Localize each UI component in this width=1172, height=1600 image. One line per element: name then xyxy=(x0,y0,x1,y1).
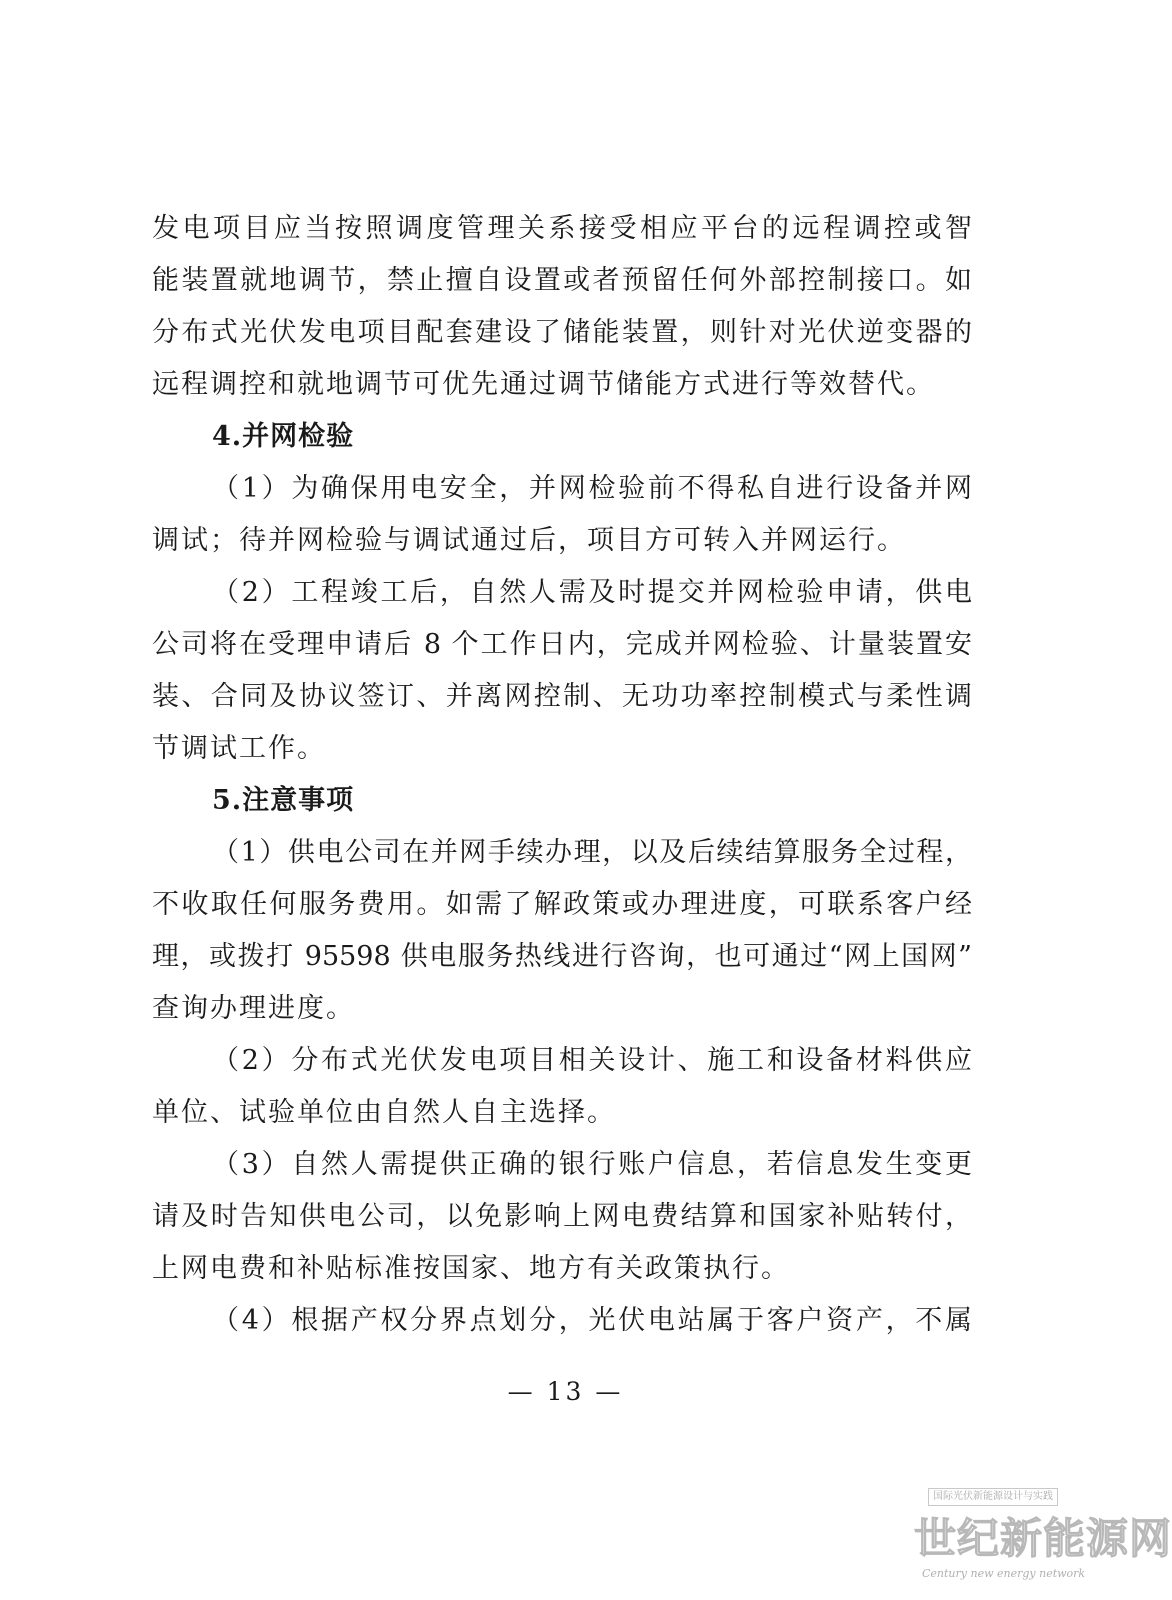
watermark-caption: 国际光伏新能源设计与实践 xyxy=(928,1488,1058,1506)
body-line: （1）供电公司在并网手续办理，以及后续结算服务全过程， xyxy=(212,837,972,868)
watermark-logo xyxy=(914,1488,1172,1592)
page-number: — 13 — xyxy=(507,1377,624,1406)
body-line: 理，或拨打 95598 供电服务热线进行咨询，也可通过“网上国网” xyxy=(152,941,972,972)
body-line: 分布式光伏发电项目配套建设了储能装置，则针对光伏逆变器的 xyxy=(152,317,972,348)
body-line: （3）自然人需提供正确的银行账户信息，若信息发生变更 xyxy=(212,1149,972,1180)
body-line: 调试；待并网检验与调试通过后，项目方可转入并网运行。 xyxy=(152,525,906,556)
body-line: 上网电费和补贴标准按国家、地方有关政策执行。 xyxy=(152,1253,790,1284)
body-line: （1）为确保用电安全，并网检验前不得私自进行设备并网 xyxy=(212,473,972,504)
body-line: （2）工程竣工后，自然人需及时提交并网检验申请，供电 xyxy=(212,577,972,608)
body-line: （4）根据产权分界点划分，光伏电站属于客户资产，不属 xyxy=(212,1305,972,1336)
body-line: 装、合同及协议签订、并离网控制、无功功率控制模式与柔性调 xyxy=(152,681,972,712)
body-line: 单位、试验单位由自然人自主选择。 xyxy=(152,1097,616,1128)
section-heading-grid-inspection: 4.并网检验 xyxy=(212,421,355,452)
body-line: 不收取任何服务费用。如需了解政策或办理进度，可联系客户经 xyxy=(152,889,972,920)
body-line: （2）分布式光伏发电项目相关设计、施工和设备材料供应 xyxy=(212,1045,972,1076)
body-line: 能装置就地调节，禁止擅自设置或者预留任何外部控制接口。如 xyxy=(152,265,972,296)
body-line: 公司将在受理申请后 8 个工作日内，完成并网检验、计量装置安 xyxy=(152,629,972,660)
watermark-subtitle: Century new energy network xyxy=(922,1567,1086,1580)
body-line: 查询办理进度。 xyxy=(152,993,355,1024)
body-line: 远程调控和就地调节可优先通过调节储能方式进行等效替代。 xyxy=(152,369,935,400)
body-line: 发电项目应当按照调度管理关系接受相应平台的远程调控或智 xyxy=(152,213,972,244)
section-heading-notes: 5.注意事项 xyxy=(212,785,355,816)
watermark-title: 世纪新能源网 xyxy=(914,1514,1172,1563)
body-line: 请及时告知供电公司，以免影响上网电费结算和国家补贴转付， xyxy=(152,1201,972,1232)
body-line: 节调试工作。 xyxy=(152,733,326,764)
